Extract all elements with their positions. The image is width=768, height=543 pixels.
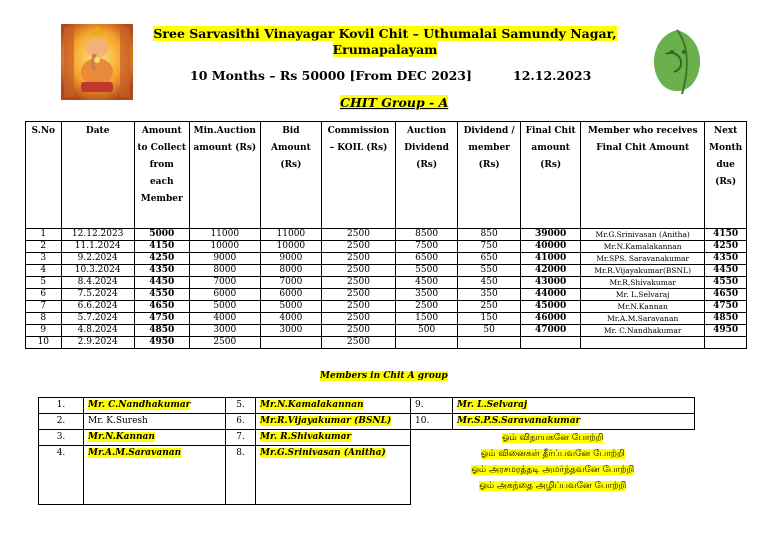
commission-cell: 2500 [321,241,395,253]
member-number: 3. [39,430,84,446]
table-row [26,313,747,325]
column-header: Bid Amount (Rs) [260,122,321,229]
members-table [38,397,695,505]
next-month-due-cell: 4550 [705,277,747,289]
serial-number-cell: 6 [26,289,62,301]
date-cell: 12.12.2023 [61,229,134,241]
table-row [39,430,695,446]
next-month-due-cell: 4750 [705,301,747,313]
member-name: Mr.S.P.S.Saravanakumar [453,414,695,430]
date-cell: 8.4.2024 [61,277,134,289]
member-name: Mr.N.Kamalakannan [256,398,411,414]
auction-dividend-cell: 7500 [396,241,458,253]
member-number: 8. [226,446,256,505]
bid-amount-cell: 5000 [260,301,321,313]
table-row [26,325,747,337]
table-header-row [26,122,747,229]
commission-cell: 2500 [321,277,395,289]
date-cell: 7.5.2024 [61,289,134,301]
min-auction-amount-cell: 8000 [189,265,260,277]
final-chit-amount-cell: 43000 [521,277,581,289]
date-cell: 6.6.2024 [61,301,134,313]
auction-dividend-cell: 500 [396,325,458,337]
member-number: 7. [226,430,256,446]
date-cell: 9.2.2024 [61,253,134,265]
auction-dividend-cell: 6500 [396,253,458,265]
column-header: S.No [26,122,62,229]
min-auction-amount-cell: 7000 [189,277,260,289]
bid-amount-cell: 8000 [260,265,321,277]
document-title-line1: Sree Sarvasithi Vinayagar Kovil Chit – Uthumalai Samundy Nagar, [153,26,617,41]
auction-dividend-cell: 5500 [396,265,458,277]
bid-amount-cell: 4000 [260,313,321,325]
min-auction-amount-cell: 9000 [189,253,260,265]
member-number: 4. [39,446,84,505]
next-month-due-cell [705,337,747,349]
table-body [26,229,747,349]
serial-number-cell: 10 [26,337,62,349]
member-name: Mr. K.Suresh [84,414,226,430]
member-receiving-cell: Mr.A.M.Saravanan [581,313,705,325]
prayer-line: ஓம் வினைகள் தீர்ப்பவனே போற்றி [480,449,625,459]
commission-cell: 2500 [321,265,395,277]
column-header: Dividend / member (Rs) [458,122,521,229]
member-number: 9. [411,398,453,414]
commission-cell: 2500 [321,253,395,265]
amount-to-collect-cell: 4550 [134,289,189,301]
table-row [26,277,747,289]
auction-dividend-cell: 3500 [396,289,458,301]
min-auction-amount-cell: 4000 [189,313,260,325]
commission-cell: 2500 [321,337,395,349]
dividend-per-member-cell: 850 [458,229,521,241]
final-chit-amount-cell: 42000 [521,265,581,277]
bid-amount-cell: 6000 [260,289,321,301]
auction-dividend-cell: 4500 [396,277,458,289]
column-header: Auction Dividend (Rs) [396,122,458,229]
member-name: Mr.A.M.Saravanan [84,446,226,505]
table-row [26,229,747,241]
column-header: Date [61,122,134,229]
table-row [39,414,695,430]
prayer-lines [411,430,695,494]
min-auction-amount-cell: 11000 [189,229,260,241]
member-name: Mr. L.Selvaraj [453,398,695,414]
next-month-due-cell: 4150 [705,229,747,241]
prayer-cell [411,430,695,505]
next-month-due-cell: 4650 [705,289,747,301]
prayer-line: ஓம் அரசமரத்தடி அமர்ந்தவனே போற்றி [471,465,635,475]
amount-to-collect-cell: 4750 [134,313,189,325]
amount-to-collect-cell: 4850 [134,325,189,337]
dividend-per-member-cell: 750 [458,241,521,253]
bid-amount-cell [260,337,321,349]
prayer-line: ஓம் அகந்தை அழிப்பவனே போற்றி [479,481,627,491]
table-row [26,265,747,277]
member-receiving-cell [581,337,705,349]
commission-cell: 2500 [321,313,395,325]
member-name: Mr. C.Nandhakumar [84,398,226,414]
member-name: Mr.G.Srinivasan (Anitha) [256,446,411,505]
amount-to-collect-cell: 4650 [134,301,189,313]
leaf-ganesha-image [644,24,710,100]
member-receiving-cell: Mr.N.Kannan [581,301,705,313]
bid-amount-cell: 10000 [260,241,321,253]
document-date: 12.12.2023 [513,68,592,83]
dividend-per-member-cell: 250 [458,301,521,313]
auction-dividend-cell: 1500 [396,313,458,325]
amount-to-collect-cell: 4950 [134,337,189,349]
serial-number-cell: 7 [26,301,62,313]
dividend-per-member-cell: 150 [458,313,521,325]
column-header: Next Month due (Rs) [705,122,747,229]
prayer-line: ஓம் விநாயகனே போற்றி [502,433,604,443]
amount-to-collect-cell: 4350 [134,265,189,277]
auction-dividend-cell: 8500 [396,229,458,241]
bid-amount-cell: 11000 [260,229,321,241]
serial-number-cell: 5 [26,277,62,289]
date-cell: 2.9.2024 [61,337,134,349]
member-receiving-cell: Mr.SPS. Saravanakumar [581,253,705,265]
commission-cell: 2500 [321,229,395,241]
min-auction-amount-cell: 5000 [189,301,260,313]
dividend-per-member-cell: 350 [458,289,521,301]
date-cell: 11.1.2024 [61,241,134,253]
min-auction-amount-cell: 10000 [189,241,260,253]
final-chit-amount-cell: 39000 [521,229,581,241]
next-month-due-cell: 4250 [705,241,747,253]
dividend-per-member-cell: 550 [458,265,521,277]
amount-to-collect-cell: 4250 [134,253,189,265]
final-chit-amount-cell: 40000 [521,241,581,253]
date-cell: 4.8.2024 [61,325,134,337]
next-month-due-cell: 4950 [705,325,747,337]
commission-cell: 2500 [321,325,395,337]
auction-dividend-cell: 2500 [396,301,458,313]
serial-number-cell: 2 [26,241,62,253]
final-chit-amount-cell: 47000 [521,325,581,337]
min-auction-amount-cell: 6000 [189,289,260,301]
final-chit-amount-cell: 46000 [521,313,581,325]
serial-number-cell: 9 [26,325,62,337]
chit-group-title: CHIT Group - A [340,95,449,110]
auction-dividend-cell [396,337,458,349]
bid-amount-cell: 7000 [260,277,321,289]
next-month-due-cell: 4450 [705,265,747,277]
date-cell: 5.7.2024 [61,313,134,325]
table-row [26,301,747,313]
final-chit-amount-cell [521,337,581,349]
final-chit-amount-cell: 45000 [521,301,581,313]
member-number: 6. [226,414,256,430]
final-chit-amount-cell: 41000 [521,253,581,265]
commission-cell: 2500 [321,301,395,313]
member-receiving-cell: Mr. L.Selvaraj [581,289,705,301]
members-heading: Members in Chit A group [320,371,448,381]
column-header: Amount to Collect from each Member [134,122,189,229]
member-number: 5. [226,398,256,414]
amount-to-collect-cell: 4450 [134,277,189,289]
member-receiving-cell: Mr.R.Vijayakumar(BSNL) [581,265,705,277]
final-chit-amount-cell: 44000 [521,289,581,301]
min-auction-amount-cell: 3000 [189,325,260,337]
table-row [26,241,747,253]
bid-amount-cell: 3000 [260,325,321,337]
member-receiving-cell: Mr. C.Nandhakumar [581,325,705,337]
dividend-per-member-cell: 650 [458,253,521,265]
document-title-line2: Erumapalayam [332,42,438,57]
column-header: Final Chit amount (Rs) [521,122,581,229]
next-month-due-cell: 4350 [705,253,747,265]
serial-number-cell: 4 [26,265,62,277]
member-number: 10. [411,414,453,430]
date-cell: 10.3.2024 [61,265,134,277]
ganesha-image [61,24,133,100]
bid-amount-cell: 9000 [260,253,321,265]
table-row [39,398,695,414]
chit-schedule-table [25,121,747,349]
table-row [26,337,747,349]
column-header: Commission – KOIL (Rs) [321,122,395,229]
amount-to-collect-cell: 5000 [134,229,189,241]
amount-to-collect-cell: 4150 [134,241,189,253]
document-subtitle: 10 Months – Rs 50000 [From DEC 2023] [190,68,472,83]
member-name: Mr.N.Kannan [84,430,226,446]
table-row [26,289,747,301]
column-header: Member who receives Final Chit Amount [581,122,705,229]
next-month-due-cell: 4850 [705,313,747,325]
dividend-per-member-cell: 450 [458,277,521,289]
member-number: 2. [39,414,84,430]
serial-number-cell: 8 [26,313,62,325]
member-name: Mr. R.Shivakumar [256,430,411,446]
dividend-per-member-cell [458,337,521,349]
member-receiving-cell: Mr.G.Srinivasan (Anitha) [581,229,705,241]
member-receiving-cell: Mr.N.Kamalakannan [581,241,705,253]
serial-number-cell: 1 [26,229,62,241]
commission-cell: 2500 [321,289,395,301]
serial-number-cell: 3 [26,253,62,265]
member-receiving-cell: Mr.R.Shivakumar [581,277,705,289]
dividend-per-member-cell: 50 [458,325,521,337]
min-auction-amount-cell: 2500 [189,337,260,349]
column-header: Min.Auction amount (Rs) [189,122,260,229]
member-name: Mr.R.Vijayakumar (BSNL) [256,414,411,430]
table-row [26,253,747,265]
member-number: 1. [39,398,84,414]
